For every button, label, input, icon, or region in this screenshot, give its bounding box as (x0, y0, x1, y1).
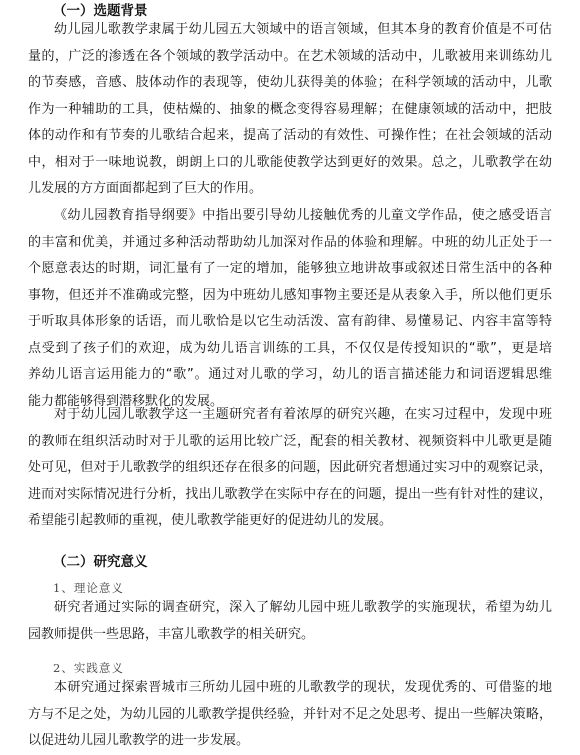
paragraph-line: 方与不足之处，为幼儿园的儿歌教学提供经验，并针对不足之处思考、提出一些解决策略， (28, 706, 552, 722)
paragraph-line: 个愿意表达的时期，词汇量有了一定的增加，能够独立地讲故事或叙述日常生活中的各种 (28, 261, 552, 276)
paragraph-line: 儿发展的方方面面都起到了巨大的作用。 (28, 181, 263, 196)
paragraph-line: 的教师在组织活动时对于儿歌的运用比较广泛，配套的相关教材、视频资料中儿歌更是随 (28, 433, 552, 449)
paragraph-line: 的节奏感，音感、肢体动作的表现等，使幼儿获得美的体验；在科学领域的活动中，儿歌 (28, 75, 552, 90)
paragraph-background-1 (28, 17, 552, 203)
section-heading-significance: （二）研究意义 (53, 554, 148, 570)
paragraph-line: 对于幼儿园儿歌教学这一主题研究者有着浓厚的研究兴趣，在实习过程中，发现中班 (54, 407, 552, 422)
paragraph-line: 量的，广泛的渗透在各个领域的教学活动中。在艺术领域的活动中，儿歌被用来训练幼儿 (28, 48, 552, 64)
paragraph-practical (28, 675, 552, 755)
paragraph-line: 希望能引起教师的重视，使儿歌教学能更好的促进幼儿的发展。 (28, 513, 393, 528)
paragraph-line: 园教师提供一些思路，丰富儿歌教学的相关研究。 (28, 626, 315, 642)
paragraph-line: 中，相对于一味地说教，朗朗上口的儿歌能使教学达到更好的效果。总之，儿歌教学在幼 (28, 154, 552, 170)
subheading-practical: 2、实践意义 (53, 661, 124, 675)
paragraph-line: 养幼儿语言运用能力的“歌”。通过对儿歌的学习，幼儿的语言描述能力和词语逻辑思维 (28, 367, 552, 382)
paragraph-line: 点受到了孩子们的欢迎，成为幼儿语言训练的工具，不仅仅是传授知识的“歌”，更是培 (28, 340, 552, 356)
subheading-theoretical: 1、理论意义 (53, 581, 124, 595)
paragraph-line: 的丰富和优美，并通过多种活动帮助幼儿加深对作品的体验和理解。中班的幼儿正处于一 (28, 234, 552, 250)
paragraph-background-2 (28, 203, 552, 415)
paragraph-line: 以促进幼儿园儿歌教学的进一步发展。 (28, 733, 250, 748)
paragraph-theoretical (28, 595, 552, 648)
paragraph-line: 事物，但还并不准确或完整，因为中班幼儿感知事物主要还是从表象入手，所以他们更乐 (28, 287, 552, 303)
paragraph-line: 《幼儿园教育指导纲要》中指出要引导幼儿接触优秀的儿童文学作品，使之感受语言 (54, 208, 552, 223)
paragraph-line: 进而对实际情况进行分析，找出儿歌教学在实际中存在的问题，提出一些有针对性的建议， (28, 486, 552, 502)
paragraph-background-3 (28, 402, 552, 535)
paragraph-line: 幼儿园儿歌教学隶属于幼儿园五大领域中的语言领域，但其本身的教育价值是不可估 (54, 22, 552, 37)
paragraph-line: 能力都能够得到潜移默化的发展。 (28, 393, 224, 409)
paragraph-line: 于听取具体形象的话语，而儿歌恰是以它生动活泼、富有韵律、易懂易记、内容丰富等特 (28, 314, 552, 329)
paragraph-line: 本研究通过探索晋城市三所幼儿园中班的儿歌教学的现状，发现优秀的、可借鉴的地 (54, 680, 552, 695)
paragraph-line: 研究者通过实际的调查研究，深入了解幼儿园中班儿歌教学的实施现状，希望为幼儿 (54, 600, 552, 615)
paragraph-line: 作为一种辅助的工具，使枯燥的、抽象的概念变得容易理解；在健康领域的活动中，把肢 (28, 101, 552, 117)
paragraph-line: 处可见，但对于儿歌教学的组织还存在很多的问题，因此研究者想通过实习中的观察记录， (28, 460, 552, 475)
section-heading-background: （一）选题背景 (53, 3, 148, 19)
paragraph-line: 体的动作和有节奏的儿歌结合起来，提高了活动的有效性、可操作性；在社会领域的活动 (28, 128, 552, 143)
